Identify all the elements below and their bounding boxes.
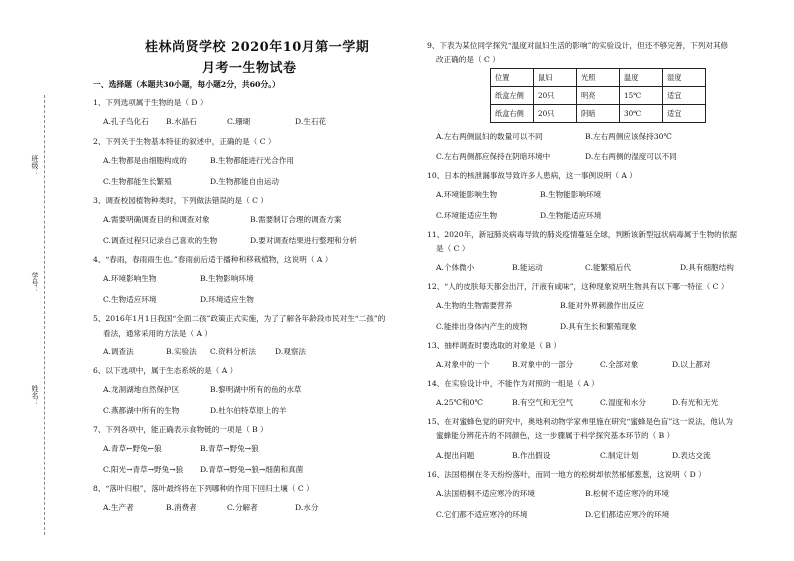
q1-option-d: D.生石花 xyxy=(295,117,327,126)
table-cell: 适宜 xyxy=(663,87,706,105)
q16-option-c: C.它们都不适应寒冷的环境 xyxy=(436,510,528,519)
q1-option-c: C.珊瑚 xyxy=(227,117,251,126)
q14-stem: 14、在实验设计中，不能作为对照的一组是（ A ） xyxy=(427,379,599,388)
table-header-cell: 光照 xyxy=(577,69,620,87)
table-cell: 适宜 xyxy=(663,105,706,123)
q12-option-d: D.具有生长和繁殖现象 xyxy=(560,322,637,331)
q5-stem-line2: 看法，通常采用的方法是（ A ） xyxy=(103,329,213,338)
q9-stem-line1: 9、下表为某位同学探究“温度对鼠妇生活的影响”的实验设计，但还不够完善，下列对其修 xyxy=(427,41,729,50)
q14-option-b: B.有空气和无空气 xyxy=(512,398,574,407)
q16-stem: 16、法国梧桐在冬天纷纷落叶，而同一地方的松树却依然郁郁葱葱，这说明（ D ） xyxy=(427,470,706,479)
table-header-cell: 温度 xyxy=(620,69,663,87)
q13-option-c: C.全部对象 xyxy=(600,360,639,369)
q5-option-c: C.资料分析法 xyxy=(210,347,256,356)
q9-option-d: D.左右两侧的湿度可以不同 xyxy=(585,152,677,161)
q12-option-c: C.能排出身体内产生的废物 xyxy=(436,322,528,331)
table-cell: 20只 xyxy=(534,105,577,123)
table-header-cell: 鼠妇 xyxy=(534,69,577,87)
q6-option-a: A.龙洞湖地自然保护区 xyxy=(103,385,180,394)
q14-option-a: A.25℃和0℃ xyxy=(436,398,483,407)
q1-option-a: A.孔子鸟化石 xyxy=(103,117,149,126)
q8-option-b: B.消费者 xyxy=(166,503,197,512)
q14-option-c: C.湿度和水分 xyxy=(600,398,646,407)
q7-option-c: C.阳光→青草→野兔→狼 xyxy=(103,465,184,474)
q8-option-c: C.分解者 xyxy=(227,503,258,512)
experiment-table xyxy=(490,68,706,123)
q15-option-d: D.表达交流 xyxy=(672,451,711,460)
q3-stem: 3、调查校园植物种类时，下列做法错误的是（ C ） xyxy=(93,196,268,205)
exam-title-line2: 月考一生物试卷 xyxy=(202,61,297,76)
q11-option-c: C.能繁殖后代 xyxy=(585,263,631,272)
table-cell: 明亮 xyxy=(577,87,620,105)
q6-option-d: D.杜尔伯特草原上的羊 xyxy=(210,406,287,415)
q7-option-b: B.青草→野兔→狼 xyxy=(200,444,259,453)
table-cell: 15℃ xyxy=(620,87,663,105)
table-row xyxy=(491,87,706,105)
q13-option-d: D.以上都对 xyxy=(672,360,711,369)
q11-option-d: D.具有细胞结构 xyxy=(680,263,734,272)
table-cell: 30℃ xyxy=(620,105,663,123)
q15-option-c: C.制定计划 xyxy=(600,451,639,460)
q10-option-b: B.生物能影响环境 xyxy=(540,190,602,199)
q13-stem: 13、抽样调查时要选取的对象是（ B ） xyxy=(427,341,561,350)
q5-stem-line1: 5、2016年1月1日我国“全面二孩”政策正式实施，为了了解各年龄段市民对生“二孩”的 xyxy=(93,314,386,323)
q16-option-a: A.法国梧桐不适应寒冷的环境 xyxy=(436,489,536,498)
q8-option-d: D.水分 xyxy=(295,503,319,512)
q15-option-a: A.提出问题 xyxy=(436,451,475,460)
q15-stem-line1: 15、在对蜜蜂色觉的研究中，奥地利动物学家弗里施在研究“蜜蜂是色盲”这一说法，他认为 xyxy=(427,417,733,426)
table-cell: 纸盒左侧 xyxy=(491,87,534,105)
table-header-cell: 位置 xyxy=(491,69,534,87)
q9-stem-line2: 改正确的是（ C ） xyxy=(436,55,500,64)
q8-option-a: A.生产者 xyxy=(103,503,134,512)
class-label: 班级： xyxy=(31,155,39,176)
table-header-cell: 湿度 xyxy=(663,69,706,87)
q15-option-b: B.作出假设 xyxy=(512,451,551,460)
q6-stem: 6、以下选项中，属于生态系统的是（ A ） xyxy=(93,366,238,375)
q8-stem: 8、“落叶归根”，落叶最终将在下列哪种的作用下回归土壤（ C ） xyxy=(93,484,314,493)
q4-stem: 4、“春雨，春雨雨生也。”春雨前后适于播种和移栽植物，这说明（ A ） xyxy=(93,255,333,264)
q10-option-a: A.环境能影响生物 xyxy=(436,190,498,199)
q12-option-b: B.能对外界刺激作出反应 xyxy=(560,301,644,310)
q11-stem-line1: 11、2020年，新冠肺炎病毒导致的肺炎疫情蔓延全球，判断该新型冠状病毒属于生物的依据 xyxy=(427,230,737,239)
q9-option-c: C.左右两侧都应保持在阴暗环境中 xyxy=(436,152,551,161)
q4-option-b: B.生物影响环境 xyxy=(200,274,254,283)
q9-option-b: B.左右两侧应该保持30℃ xyxy=(585,132,672,141)
q12-option-a: A.生物的生物需要营养 xyxy=(436,301,513,310)
name-label: 姓名： xyxy=(31,385,39,406)
q4-option-a: A.环境影响生物 xyxy=(103,274,157,283)
q16-option-d: D.它们都适应寒冷的环境 xyxy=(585,510,670,519)
number-label: 学号： xyxy=(31,272,39,293)
section-heading: 一、选择题（本题共30小题，每小题2分，共60分。） xyxy=(93,80,280,89)
q12-stem: 12、“人的皮肤每天都会出汗，汗液有咸味”，这种现象说明生物具有以下哪一特征（ C ） xyxy=(427,282,729,291)
q9-option-a: A.左右两侧鼠妇的数量可以不同 xyxy=(436,132,543,141)
binding-line xyxy=(44,95,45,535)
q4-option-d: D.环境适应生物 xyxy=(200,295,254,304)
q2-option-b: B.生物都能进行光合作用 xyxy=(210,156,294,165)
q2-option-d: D.生物都能自由运动 xyxy=(210,177,279,186)
q11-option-a: A.个体微小 xyxy=(436,263,475,272)
q14-option-d: D.有光和无光 xyxy=(672,398,719,407)
q5-option-d: D.观察法 xyxy=(275,347,307,356)
q6-option-b: B.黎明湖中所有的鱼的水草 xyxy=(210,385,302,394)
exam-title-line1: 桂林尚贤学校 2020年10月第一学期 xyxy=(145,40,370,55)
q11-option-b: B.能运动 xyxy=(512,263,543,272)
q2-option-a: A.生物都是由细胞构成的 xyxy=(103,156,187,165)
q10-option-c: C.环境能适应生物 xyxy=(436,211,498,220)
table-cell: 阴暗 xyxy=(577,105,620,123)
q1-stem: 1、下列选项属于生物的是（ D ） xyxy=(93,98,208,107)
q2-option-c: C.生物都能生长繁殖 xyxy=(103,177,172,186)
q13-option-b: B.对象中的一部分 xyxy=(512,360,574,369)
q2-stem: 2、下列关于生物基本特征的叙述中，正确的是（ C ） xyxy=(93,137,276,146)
q5-option-a: A.调查法 xyxy=(103,347,134,356)
q5-option-b: B.实验法 xyxy=(166,347,197,356)
q3-option-c: C.调查过程只记录自己喜欢的生物 xyxy=(103,236,218,245)
q10-stem: 10、日本的核泄漏事故导致许多人患病，这一事例说明（ A ） xyxy=(427,171,637,180)
q16-option-b: B.松树不适应寒冷的环境 xyxy=(585,489,669,498)
table-row xyxy=(491,105,706,123)
q13-option-a: A.对象中的一个 xyxy=(436,360,490,369)
q7-option-d: D.青草→野兔→狼→细菌和真菌 xyxy=(200,465,304,474)
q15-stem-line2: 蜜蜂能分辨花卉的不同颜色，这一步骤属于科学探究基本环节的（ B ） xyxy=(436,431,675,440)
q3-option-b: B.需要制订合理的调查方案 xyxy=(250,215,342,224)
table-cell: 20只 xyxy=(534,87,577,105)
table-header-row xyxy=(491,69,706,87)
q3-option-a: A.需要明确调查目的和调查对象 xyxy=(103,215,210,224)
q1-option-b: B.水晶石 xyxy=(166,117,197,126)
q7-option-a: A.青草←野兔←狼 xyxy=(103,444,162,453)
q6-option-c: C.燕都湖中所有的生物 xyxy=(103,406,180,415)
q7-stem: 7、下列各项中，能正确表示食物链的一项是（ B ） xyxy=(93,425,268,434)
q11-stem-line2: 是（ C ） xyxy=(436,244,470,253)
q4-option-c: C.生物适应环境 xyxy=(103,295,157,304)
q3-option-d: D.要对调查结果进行整理和分析 xyxy=(250,236,357,245)
q10-option-d: D.生物能适应环境 xyxy=(540,211,602,220)
table-cell: 纸盒右侧 xyxy=(491,105,534,123)
